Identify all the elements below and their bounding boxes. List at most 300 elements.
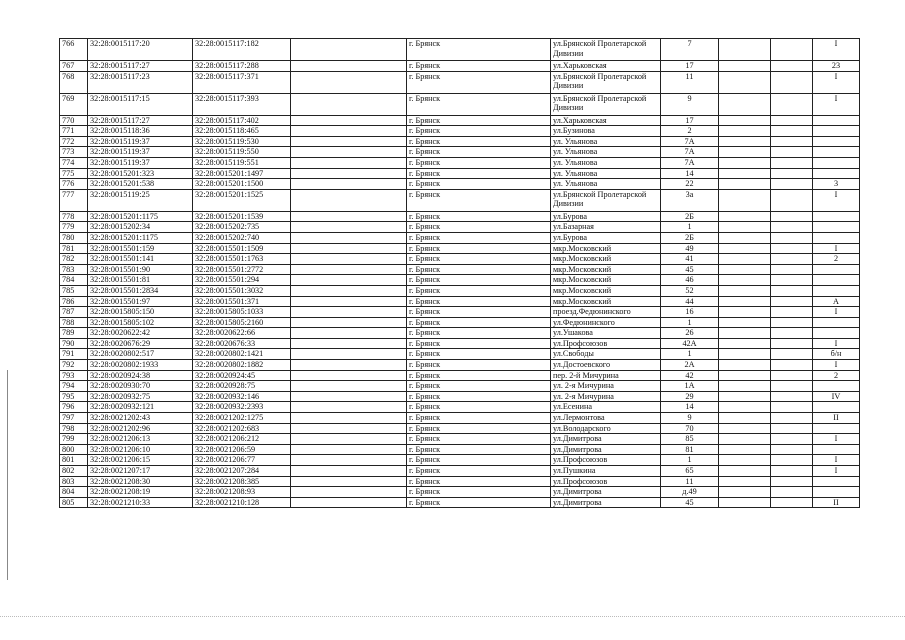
cell-cadastral-quarter: 32:28:0015117:23 xyxy=(88,71,193,93)
cell-street: ул.Бузинова xyxy=(551,126,661,137)
cell-house-number: д.49 xyxy=(661,487,719,498)
cell-row-number: 770 xyxy=(60,115,88,126)
cell-cadastral-quarter: 32:28:0015805:102 xyxy=(88,317,193,328)
cell-street: ул.Харьковская xyxy=(551,115,661,126)
cell-street: пер. 2-й Мичурина xyxy=(551,370,661,381)
cell-row-number: 778 xyxy=(60,211,88,222)
cell-house-number: 2Б xyxy=(661,232,719,243)
cell-cadastral-number: 32:28:0015501:294 xyxy=(193,275,291,286)
cell-street: ул.Есенина xyxy=(551,402,661,413)
cell-column-9 xyxy=(771,126,813,137)
cell-empty-column xyxy=(291,497,407,508)
table-row xyxy=(60,402,860,413)
cell-column-9 xyxy=(771,61,813,72)
cell-street: ул.Лермонтова xyxy=(551,413,661,424)
cell-column-8 xyxy=(719,497,771,508)
cell-cadastral-quarter: 32:28:0020802:517 xyxy=(88,349,193,360)
table-row xyxy=(60,275,860,286)
cell-cadastral-quarter: 32:28:0015117:20 xyxy=(88,39,193,61)
table-row xyxy=(60,232,860,243)
cell-empty-column xyxy=(291,71,407,93)
cell-building-letter: б/н xyxy=(813,349,860,360)
cell-street: мкр.Московский xyxy=(551,264,661,275)
table-row xyxy=(60,168,860,179)
cell-settlement: г. Брянск xyxy=(407,349,551,360)
cell-column-9 xyxy=(771,115,813,126)
cell-row-number: 780 xyxy=(60,232,88,243)
cell-building-letter xyxy=(813,317,860,328)
cell-street: мкр.Московский xyxy=(551,254,661,265)
table-row xyxy=(60,243,860,254)
cell-column-9 xyxy=(771,179,813,190)
cell-house-number: 85 xyxy=(661,434,719,445)
cell-column-9 xyxy=(771,39,813,61)
cell-cadastral-number: 32:28:0021202:683 xyxy=(193,423,291,434)
cell-settlement: г. Брянск xyxy=(407,275,551,286)
cell-row-number: 787 xyxy=(60,307,88,318)
cell-empty-column xyxy=(291,264,407,275)
table-row xyxy=(60,317,860,328)
cell-street: проезд.Федюнинского xyxy=(551,307,661,318)
cell-street: ул.Федюнинского xyxy=(551,317,661,328)
cell-house-number: 26 xyxy=(661,328,719,339)
cell-column-9 xyxy=(771,413,813,424)
cell-empty-column xyxy=(291,211,407,222)
cell-house-number: 42 xyxy=(661,370,719,381)
cell-settlement: г. Брянск xyxy=(407,147,551,158)
cell-house-number: 52 xyxy=(661,285,719,296)
cell-building-letter: I xyxy=(813,243,860,254)
cell-settlement: г. Брянск xyxy=(407,61,551,72)
cell-street: ул.Бурова xyxy=(551,211,661,222)
cell-cadastral-quarter: 32:28:0020676:29 xyxy=(88,338,193,349)
cell-cadastral-number: 32:28:0015501:371 xyxy=(193,296,291,307)
cell-row-number: 799 xyxy=(60,434,88,445)
cell-column-9 xyxy=(771,434,813,445)
cell-row-number: 779 xyxy=(60,222,88,233)
cell-building-letter: I xyxy=(813,39,860,61)
cell-empty-column xyxy=(291,307,407,318)
table-row xyxy=(60,157,860,168)
cell-cadastral-quarter: 32:28:0015201:1175 xyxy=(88,232,193,243)
cell-row-number: 771 xyxy=(60,126,88,137)
table-row xyxy=(60,349,860,360)
cell-cadastral-number: 32:28:0020932:146 xyxy=(193,391,291,402)
cell-building-letter xyxy=(813,275,860,286)
cell-street: ул. Ульянова xyxy=(551,168,661,179)
cell-settlement: г. Брянск xyxy=(407,466,551,477)
cell-row-number: 768 xyxy=(60,71,88,93)
table-row xyxy=(60,285,860,296)
cell-street: ул.Брянской Пролетарской Дивизии xyxy=(551,93,661,115)
cell-street: ул.Свободы xyxy=(551,349,661,360)
cell-column-8 xyxy=(719,275,771,286)
cell-column-8 xyxy=(719,71,771,93)
cell-settlement: г. Брянск xyxy=(407,307,551,318)
cell-cadastral-number: 32:28:0021210:128 xyxy=(193,497,291,508)
cell-cadastral-number: 32:28:0021202:1275 xyxy=(193,413,291,424)
table-row xyxy=(60,381,860,392)
cell-row-number: 774 xyxy=(60,157,88,168)
cell-row-number: 791 xyxy=(60,349,88,360)
cell-house-number: 7А xyxy=(661,157,719,168)
cell-column-8 xyxy=(719,349,771,360)
cell-building-letter: I xyxy=(813,307,860,318)
cell-house-number: 45 xyxy=(661,497,719,508)
cell-column-9 xyxy=(771,402,813,413)
cell-column-9 xyxy=(771,147,813,158)
cell-building-letter: А xyxy=(813,296,860,307)
cell-cadastral-number: 32:28:0020802:1421 xyxy=(193,349,291,360)
cell-settlement: г. Брянск xyxy=(407,71,551,93)
cell-street: мкр.Московский xyxy=(551,243,661,254)
cell-cadastral-quarter: 32:28:0015805:150 xyxy=(88,307,193,318)
cell-settlement: г. Брянск xyxy=(407,168,551,179)
cell-cadastral-quarter: 32:28:0015202:34 xyxy=(88,222,193,233)
cell-column-9 xyxy=(771,222,813,233)
cell-building-letter: I xyxy=(813,338,860,349)
cell-cadastral-quarter: 32:28:0015118:36 xyxy=(88,126,193,137)
cell-settlement: г. Брянск xyxy=(407,328,551,339)
cell-building-letter xyxy=(813,157,860,168)
cell-building-letter xyxy=(813,211,860,222)
cell-street: ул.Достоевского xyxy=(551,360,661,371)
cell-building-letter xyxy=(813,264,860,275)
cell-building-letter xyxy=(813,147,860,158)
cell-settlement: г. Брянск xyxy=(407,264,551,275)
cell-column-9 xyxy=(771,444,813,455)
cell-column-8 xyxy=(719,39,771,61)
cell-street: ул.Пушкина xyxy=(551,466,661,477)
cell-column-9 xyxy=(771,497,813,508)
cell-cadastral-number: 32:28:0020924:45 xyxy=(193,370,291,381)
table-row xyxy=(60,39,860,61)
cell-house-number: 65 xyxy=(661,466,719,477)
table-row xyxy=(60,413,860,424)
cell-column-8 xyxy=(719,254,771,265)
cell-column-8 xyxy=(719,466,771,477)
cell-settlement: г. Брянск xyxy=(407,381,551,392)
cell-empty-column xyxy=(291,466,407,477)
cell-column-8 xyxy=(719,307,771,318)
cell-cadastral-quarter: 32:28:0015201:323 xyxy=(88,168,193,179)
cell-building-letter: II xyxy=(813,413,860,424)
table-row xyxy=(60,476,860,487)
cell-settlement: г. Брянск xyxy=(407,243,551,254)
cell-cadastral-quarter: 32:28:0020802:1933 xyxy=(88,360,193,371)
cell-building-letter: I xyxy=(813,360,860,371)
cell-row-number: 805 xyxy=(60,497,88,508)
cell-empty-column xyxy=(291,93,407,115)
cell-empty-column xyxy=(291,455,407,466)
cell-house-number: 7 xyxy=(661,39,719,61)
cell-cadastral-number: 32:28:0020622:66 xyxy=(193,328,291,339)
cell-building-letter: I xyxy=(813,434,860,445)
cell-cadastral-quarter: 32:28:0015201:538 xyxy=(88,179,193,190)
cell-settlement: г. Брянск xyxy=(407,360,551,371)
cell-house-number: 2Б xyxy=(661,211,719,222)
cell-row-number: 793 xyxy=(60,370,88,381)
cell-settlement: г. Брянск xyxy=(407,211,551,222)
cell-house-number: 1 xyxy=(661,222,719,233)
cell-building-letter xyxy=(813,328,860,339)
cell-empty-column xyxy=(291,444,407,455)
cell-settlement: г. Брянск xyxy=(407,179,551,190)
cell-building-letter: I xyxy=(813,189,860,211)
cell-column-8 xyxy=(719,476,771,487)
cell-column-9 xyxy=(771,93,813,115)
cell-empty-column xyxy=(291,39,407,61)
cell-column-9 xyxy=(771,285,813,296)
cell-cadastral-quarter: 32:28:0021206:10 xyxy=(88,444,193,455)
cell-column-9 xyxy=(771,455,813,466)
table-row xyxy=(60,61,860,72)
cell-settlement: г. Брянск xyxy=(407,402,551,413)
cell-column-8 xyxy=(719,434,771,445)
cell-column-9 xyxy=(771,381,813,392)
cell-row-number: 794 xyxy=(60,381,88,392)
cell-building-letter: 2 xyxy=(813,370,860,381)
cell-cadastral-quarter: 32:28:0015501:141 xyxy=(88,254,193,265)
cell-column-9 xyxy=(771,476,813,487)
cell-house-number: 1 xyxy=(661,455,719,466)
cell-row-number: 792 xyxy=(60,360,88,371)
cell-empty-column xyxy=(291,275,407,286)
cell-row-number: 790 xyxy=(60,338,88,349)
cell-street: ул.Димитрова xyxy=(551,487,661,498)
cell-column-8 xyxy=(719,168,771,179)
cell-column-8 xyxy=(719,179,771,190)
cell-building-letter xyxy=(813,381,860,392)
cell-column-8 xyxy=(719,391,771,402)
table-row xyxy=(60,179,860,190)
document-sheet xyxy=(59,38,860,508)
cell-street: ул.Бурова xyxy=(551,232,661,243)
cell-street: ул.Базарная xyxy=(551,222,661,233)
scan-artifact-line xyxy=(0,616,905,618)
cell-cadastral-number: 32:28:0021206:212 xyxy=(193,434,291,445)
cell-settlement: г. Брянск xyxy=(407,338,551,349)
cell-empty-column xyxy=(291,232,407,243)
cell-house-number: 14 xyxy=(661,402,719,413)
cell-building-letter: I xyxy=(813,466,860,477)
cell-cadastral-quarter: 32:28:0021202:43 xyxy=(88,413,193,424)
cell-empty-column xyxy=(291,434,407,445)
cell-cadastral-quarter: 32:28:0021206:13 xyxy=(88,434,193,445)
cell-cadastral-quarter: 32:28:0015119:37 xyxy=(88,136,193,147)
cell-empty-column xyxy=(291,402,407,413)
cell-column-8 xyxy=(719,189,771,211)
cell-cadastral-number: 32:28:0021206:77 xyxy=(193,455,291,466)
table-row xyxy=(60,444,860,455)
cell-settlement: г. Брянск xyxy=(407,296,551,307)
cell-house-number: 11 xyxy=(661,476,719,487)
cell-building-letter: II xyxy=(813,497,860,508)
cell-empty-column xyxy=(291,296,407,307)
cell-cadastral-quarter: 32:28:0015501:90 xyxy=(88,264,193,275)
cell-street: ул.Брянской Пролетарской Дивизии xyxy=(551,39,661,61)
cell-house-number: 41 xyxy=(661,254,719,265)
cell-cadastral-number: 32:28:0015805:2160 xyxy=(193,317,291,328)
cell-empty-column xyxy=(291,157,407,168)
cell-settlement: г. Брянск xyxy=(407,126,551,137)
cell-column-9 xyxy=(771,157,813,168)
cell-settlement: г. Брянск xyxy=(407,254,551,265)
cell-empty-column xyxy=(291,222,407,233)
cell-settlement: г. Брянск xyxy=(407,285,551,296)
cell-column-8 xyxy=(719,360,771,371)
cell-column-8 xyxy=(719,328,771,339)
table-row xyxy=(60,296,860,307)
cell-cadastral-number: 32:28:0015201:1497 xyxy=(193,168,291,179)
cell-cadastral-quarter: 32:28:0015501:2834 xyxy=(88,285,193,296)
cell-street: мкр.Московский xyxy=(551,275,661,286)
cell-empty-column xyxy=(291,147,407,158)
cell-cadastral-number: 32:28:0015201:1525 xyxy=(193,189,291,211)
cell-cadastral-number: 32:28:0015117:182 xyxy=(193,39,291,61)
cell-street: мкр.Московский xyxy=(551,296,661,307)
cell-cadastral-number: 32:28:0015117:393 xyxy=(193,93,291,115)
cell-cadastral-quarter: 32:28:0021208:19 xyxy=(88,487,193,498)
cell-street: ул. Ульянова xyxy=(551,157,661,168)
cell-settlement: г. Брянск xyxy=(407,222,551,233)
cell-building-letter xyxy=(813,168,860,179)
cell-column-9 xyxy=(771,243,813,254)
cell-row-number: 784 xyxy=(60,275,88,286)
table-row xyxy=(60,93,860,115)
cell-empty-column xyxy=(291,360,407,371)
cell-column-9 xyxy=(771,487,813,498)
cell-cadastral-number: 32:28:0015117:288 xyxy=(193,61,291,72)
cell-house-number: 7А xyxy=(661,136,719,147)
cell-empty-column xyxy=(291,254,407,265)
cell-street: мкр.Московский xyxy=(551,285,661,296)
cell-row-number: 786 xyxy=(60,296,88,307)
cell-cadastral-quarter: 32:28:0015117:15 xyxy=(88,93,193,115)
cell-column-8 xyxy=(719,222,771,233)
cell-building-letter xyxy=(813,136,860,147)
cell-column-8 xyxy=(719,147,771,158)
cell-column-8 xyxy=(719,444,771,455)
cell-cadastral-quarter: 32:28:0015119:37 xyxy=(88,157,193,168)
cell-empty-column xyxy=(291,349,407,360)
cell-row-number: 801 xyxy=(60,455,88,466)
cell-cadastral-number: 32:28:0015119:550 xyxy=(193,147,291,158)
cell-column-9 xyxy=(771,360,813,371)
cell-cadastral-quarter: 32:28:0015501:97 xyxy=(88,296,193,307)
cell-empty-column xyxy=(291,423,407,434)
cell-house-number: 3а xyxy=(661,189,719,211)
table-row xyxy=(60,264,860,275)
cell-house-number: 17 xyxy=(661,61,719,72)
cell-street: ул.Харьковская xyxy=(551,61,661,72)
cell-empty-column xyxy=(291,413,407,424)
table-row xyxy=(60,370,860,381)
cell-settlement: г. Брянск xyxy=(407,93,551,115)
cell-empty-column xyxy=(291,476,407,487)
cell-cadastral-number: 32:28:0015202:740 xyxy=(193,232,291,243)
cell-house-number: 1 xyxy=(661,317,719,328)
cell-empty-column xyxy=(291,338,407,349)
cell-house-number: 9 xyxy=(661,93,719,115)
cell-empty-column xyxy=(291,136,407,147)
cell-row-number: 795 xyxy=(60,391,88,402)
cell-building-letter xyxy=(813,222,860,233)
cell-empty-column xyxy=(291,370,407,381)
table-row xyxy=(60,455,860,466)
cell-column-8 xyxy=(719,115,771,126)
cell-settlement: г. Брянск xyxy=(407,434,551,445)
cell-house-number: 45 xyxy=(661,264,719,275)
scan-edge-line xyxy=(7,370,8,580)
cell-street: ул.Профсоюзов xyxy=(551,476,661,487)
table-row xyxy=(60,254,860,265)
cell-cadastral-quarter: 32:28:0021210:33 xyxy=(88,497,193,508)
cell-empty-column xyxy=(291,179,407,190)
cell-column-9 xyxy=(771,189,813,211)
cell-settlement: г. Брянск xyxy=(407,444,551,455)
cell-building-letter xyxy=(813,285,860,296)
cell-settlement: г. Брянск xyxy=(407,497,551,508)
cell-column-8 xyxy=(719,370,771,381)
cell-row-number: 788 xyxy=(60,317,88,328)
cell-building-letter xyxy=(813,126,860,137)
cell-house-number: 7А xyxy=(661,147,719,158)
cell-column-9 xyxy=(771,349,813,360)
table-row xyxy=(60,126,860,137)
cell-row-number: 782 xyxy=(60,254,88,265)
cell-cadastral-number: 32:28:0020802:1882 xyxy=(193,360,291,371)
cell-row-number: 789 xyxy=(60,328,88,339)
cell-empty-column xyxy=(291,317,407,328)
cell-column-9 xyxy=(771,317,813,328)
cell-column-8 xyxy=(719,211,771,222)
cell-cadastral-number: 32:28:0020928:75 xyxy=(193,381,291,392)
cell-cadastral-quarter: 32:28:0020932:121 xyxy=(88,402,193,413)
table-row xyxy=(60,147,860,158)
cell-column-8 xyxy=(719,126,771,137)
cell-settlement: г. Брянск xyxy=(407,157,551,168)
cell-empty-column xyxy=(291,115,407,126)
cell-cadastral-number: 32:28:0015117:371 xyxy=(193,71,291,93)
cell-cadastral-number: 32:28:0015501:1509 xyxy=(193,243,291,254)
table-body xyxy=(60,39,860,508)
cell-empty-column xyxy=(291,126,407,137)
cell-building-letter xyxy=(813,444,860,455)
cell-house-number: 11 xyxy=(661,71,719,93)
cell-cadastral-number: 32:28:0021206:59 xyxy=(193,444,291,455)
cell-settlement: г. Брянск xyxy=(407,487,551,498)
cell-empty-column xyxy=(291,189,407,211)
cell-cadastral-quarter: 32:28:0020622:42 xyxy=(88,328,193,339)
cell-house-number: 1А xyxy=(661,381,719,392)
cell-cadastral-quarter: 32:28:0015501:159 xyxy=(88,243,193,254)
table-row xyxy=(60,487,860,498)
cell-street: ул. Ульянова xyxy=(551,179,661,190)
cell-column-8 xyxy=(719,93,771,115)
cell-street: ул. 2-я Мичурина xyxy=(551,381,661,392)
cell-street: ул. 2-я Мичурина xyxy=(551,391,661,402)
cell-row-number: 776 xyxy=(60,179,88,190)
cell-empty-column xyxy=(291,285,407,296)
register-table xyxy=(59,38,860,508)
cell-house-number: 16 xyxy=(661,307,719,318)
cell-building-letter xyxy=(813,476,860,487)
cell-settlement: г. Брянск xyxy=(407,391,551,402)
cell-cadastral-number: 32:28:0015119:530 xyxy=(193,136,291,147)
cell-column-9 xyxy=(771,328,813,339)
table-row xyxy=(60,115,860,126)
